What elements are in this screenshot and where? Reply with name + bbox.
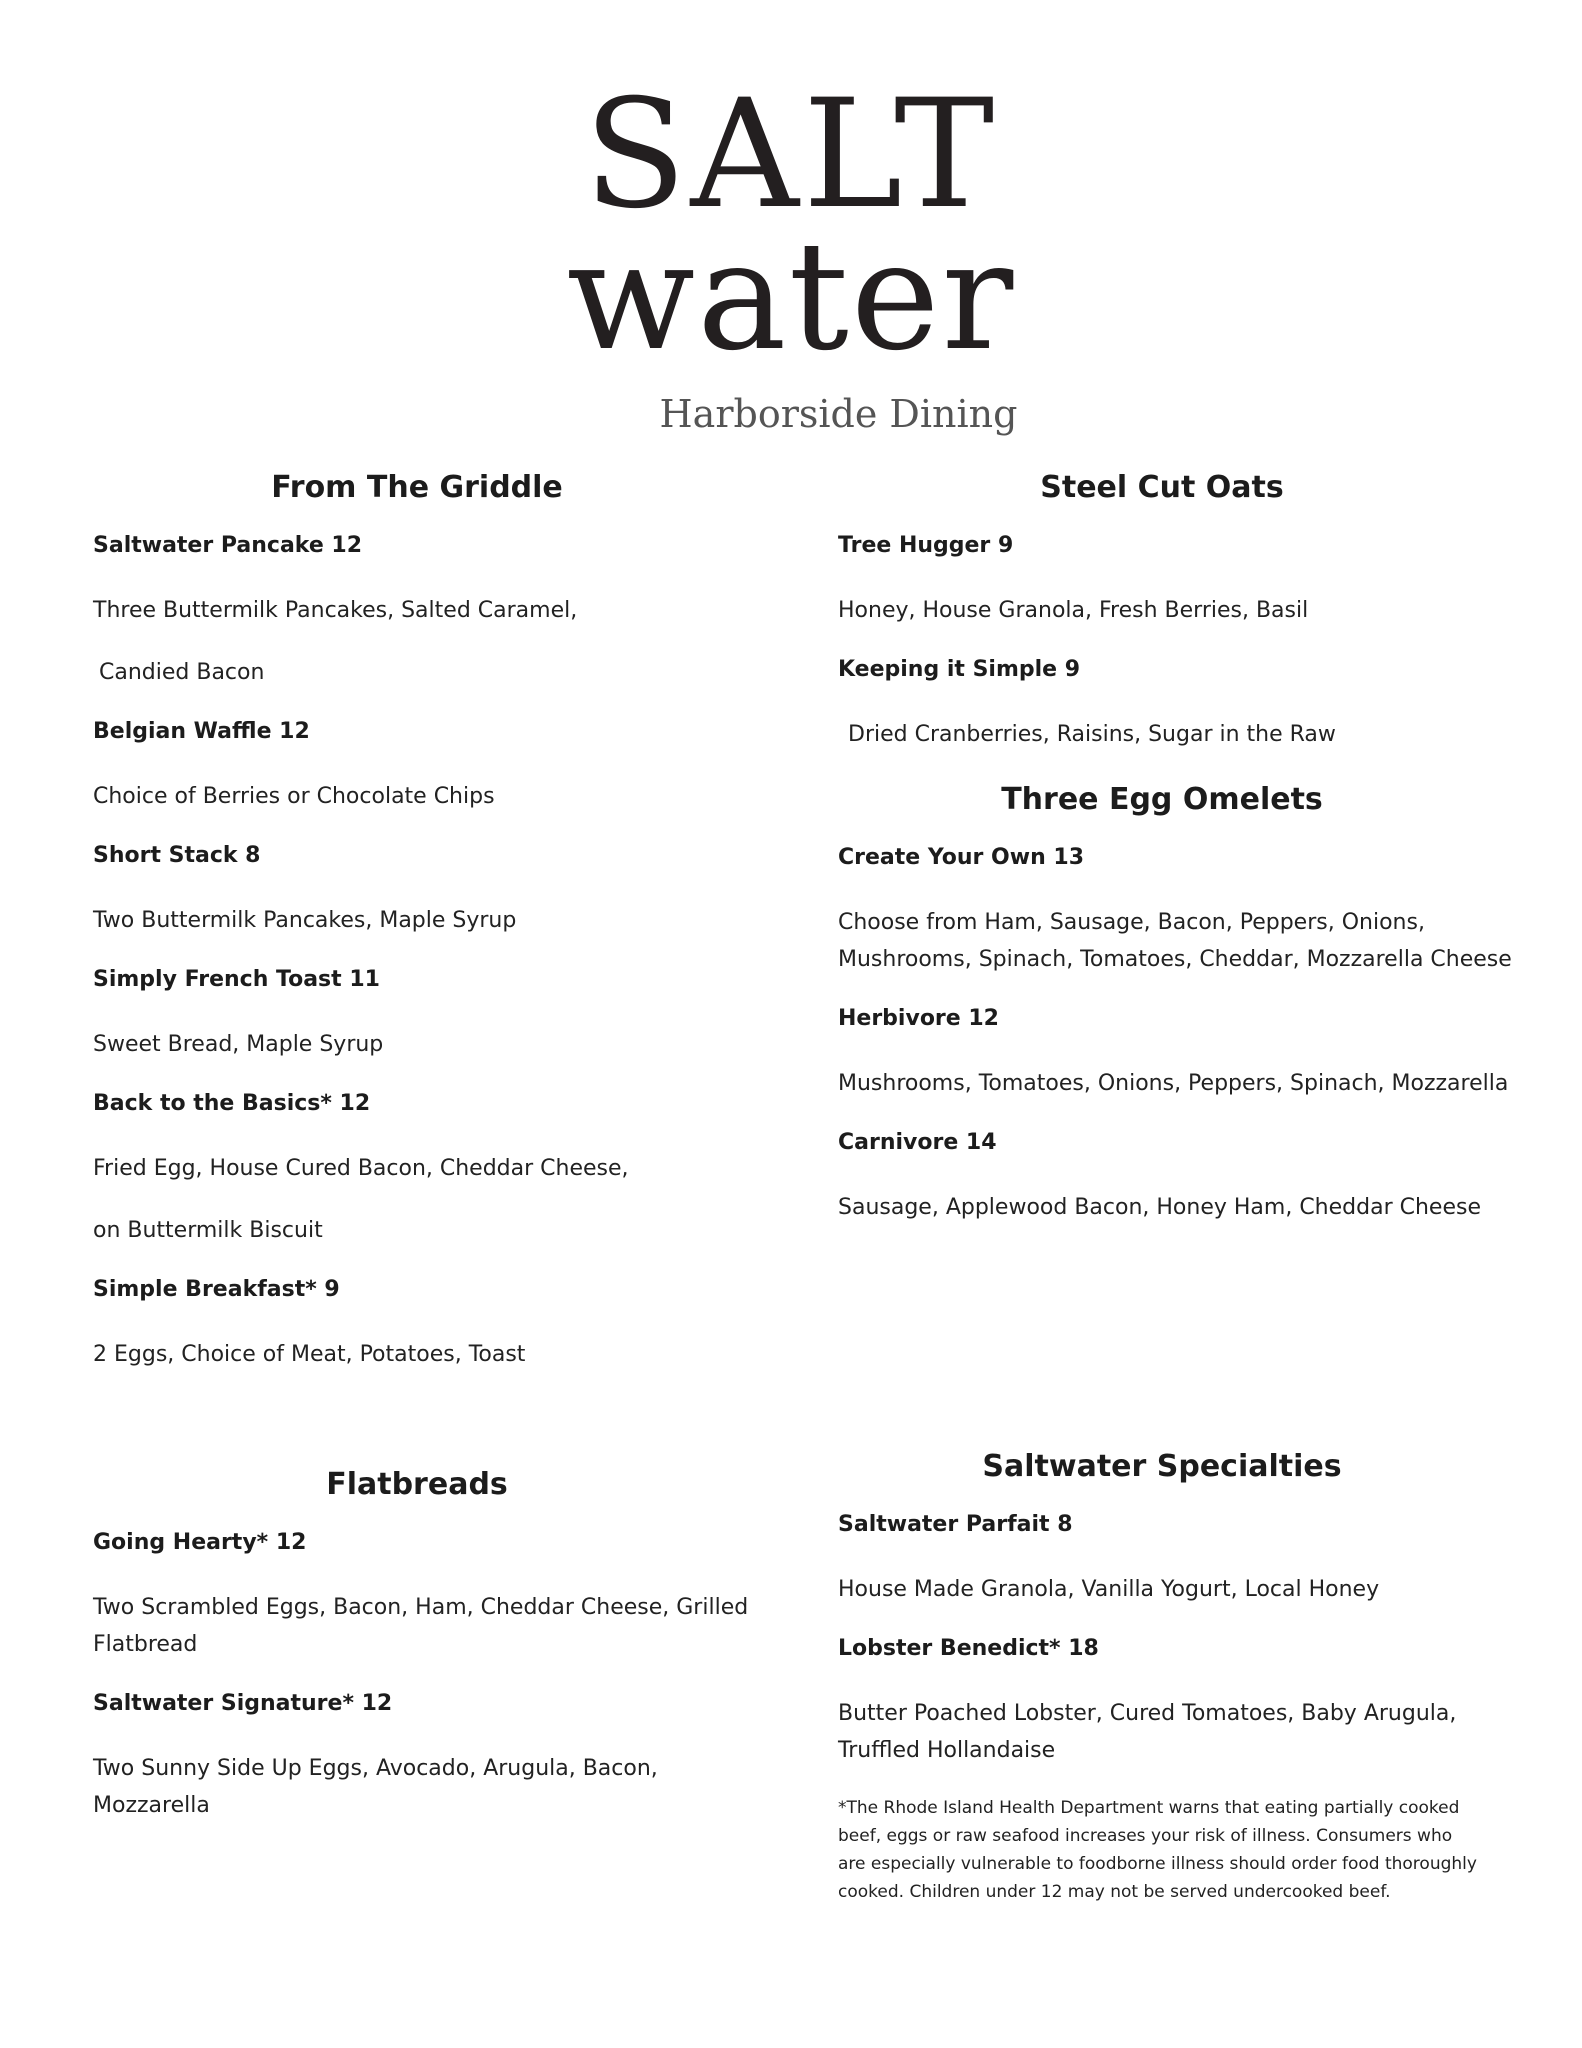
menu-item-desc: Two Sunny Side Up Eggs, Avocado, Arugula, Bacon, Mozzarella xyxy=(93,1756,658,1818)
menu-item-desc: Butter Poached Lobster, Cured Tomatoes, Baby Arugula, Truffled Hollandaise xyxy=(838,1701,1457,1763)
menu-item-desc: on Buttermilk Biscuit xyxy=(93,1218,323,1243)
menu-item-name: Create Your Own 13 xyxy=(838,845,1085,870)
menu-item-name: Going Hearty* 12 xyxy=(93,1530,307,1555)
section-title-griddle: From The Griddle xyxy=(271,470,563,505)
menu-item-desc: Two Scrambled Eggs, Bacon, Ham, Cheddar Cheese, Grilled Flatbread xyxy=(93,1595,749,1657)
menu-item-desc: Sausage, Applewood Bacon, Honey Ham, Cheddar Cheese xyxy=(838,1195,1481,1220)
menu-item-name: Lobster Benedict* 18 xyxy=(838,1636,1099,1661)
menu-item-desc: 2 Eggs, Choice of Meat, Potatoes, Toast xyxy=(93,1342,526,1367)
restaurant-logo xyxy=(0,68,1582,438)
menu-item-desc: Mushrooms, Tomatoes, Onions, Peppers, Spinach, Mozzarella xyxy=(838,1071,1509,1096)
section-title-flatbreads: Flatbreads xyxy=(326,1467,508,1502)
section-griddle xyxy=(93,466,773,1398)
logo-salt-text: SALT xyxy=(583,68,999,242)
logo-subtitle: Harborside Dining xyxy=(659,392,1018,436)
menu-item-name: Saltwater Parfait 8 xyxy=(838,1512,1073,1537)
menu-item-name: Herbivore 12 xyxy=(838,1006,999,1031)
section-title-omelets: Three Egg Omelets xyxy=(1001,782,1323,817)
menu-item-name: Back to the Basics* 12 xyxy=(93,1091,371,1116)
section-flatbreads xyxy=(93,1463,773,1849)
menu-item-name: Saltwater Pancake 12 xyxy=(93,533,363,558)
menu-item-name: Short Stack 8 xyxy=(93,843,261,868)
menu-item-desc: Dried Cranberries, Raisins, Sugar in the Raw xyxy=(848,722,1336,747)
section-specialties xyxy=(838,1445,1518,1906)
health-warning-note: *The Rhode Island Health Department warns that eating partially cooked beef, eggs or raw seafood increases your risk of illness. Consumers who are especially vulnerable to foodborne illness should order food thoroughly cooked. Children under 12 may not be served undercooked beef. xyxy=(838,1798,1477,1902)
menu-item-desc: Three Buttermilk Pancakes, Salted Caramel, xyxy=(93,598,578,623)
menu-item-name: Tree Hugger 9 xyxy=(838,533,1014,558)
logo-water-text: water xyxy=(566,210,1016,384)
section-title-oats: Steel Cut Oats xyxy=(1040,470,1284,505)
menu-item-desc: Choice of Berries or Chocolate Chips xyxy=(93,784,495,809)
menu-item-desc: Two Buttermilk Pancakes, Maple Syrup xyxy=(93,908,517,933)
menu-item-name: Simply French Toast 11 xyxy=(93,967,380,992)
section-oats-omelets xyxy=(838,466,1518,1251)
menu-item-name: Keeping it Simple 9 xyxy=(838,657,1081,682)
menu-item-name: Carnivore 14 xyxy=(838,1130,997,1155)
menu-item-desc: Choose from Ham, Sausage, Bacon, Peppers, Onions, Mushrooms, Spinach, Tomatoes, Cheddar, Mozzarella Cheese xyxy=(838,910,1512,972)
menu-item-name: Simple Breakfast* 9 xyxy=(93,1277,340,1302)
menu-item-desc: Candied Bacon xyxy=(99,660,265,685)
menu-item-name: Saltwater Signature* 12 xyxy=(93,1691,393,1716)
section-title-specialties: Saltwater Specialties xyxy=(982,1449,1342,1484)
menu-item-desc: Honey, House Granola, Fresh Berries, Basil xyxy=(838,598,1309,623)
menu-item-desc: Fried Egg, House Cured Bacon, Cheddar Cheese, xyxy=(93,1156,629,1181)
menu-item-desc: House Made Granola, Vanilla Yogurt, Local Honey xyxy=(838,1577,1380,1602)
menu-item-desc: Sweet Bread, Maple Syrup xyxy=(93,1032,384,1057)
menu-item-name: Belgian Waffle 12 xyxy=(93,719,310,744)
